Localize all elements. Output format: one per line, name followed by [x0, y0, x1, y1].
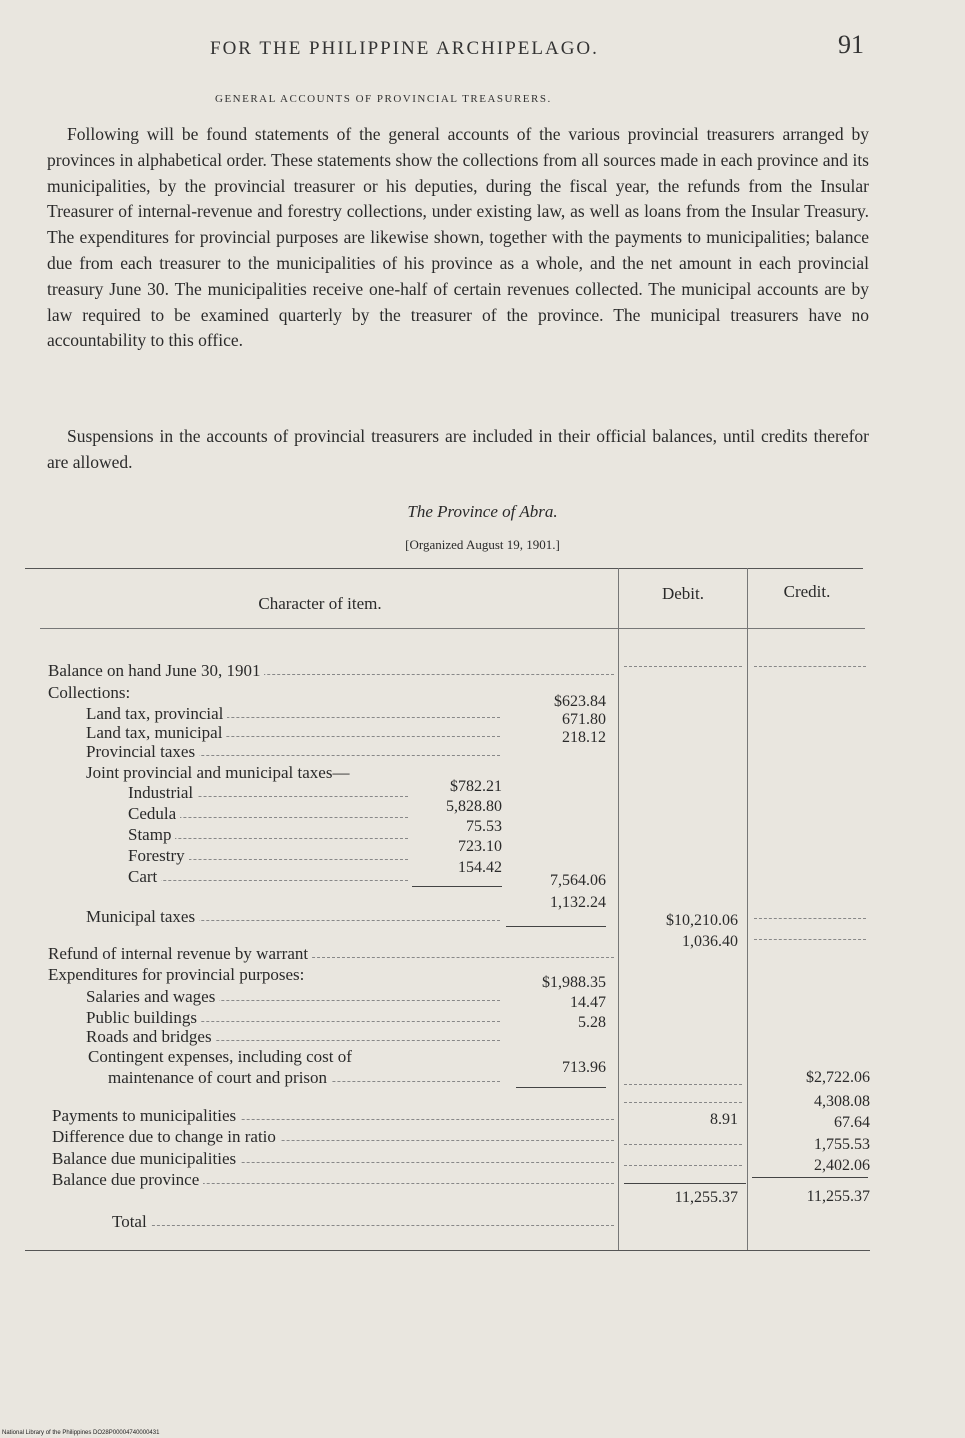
- table-row: Land tax, provincial $623.84: [86, 693, 606, 723]
- table-row: Cedula 5,828.80: [128, 798, 502, 823]
- table-row: Difference due to change in ratio 67.64: [52, 1114, 870, 1146]
- subtotal-rule: [516, 1087, 606, 1088]
- table-row: Expenditures for provincial purposes:: [48, 965, 305, 984]
- table-row: Land tax, municipal 671.80: [86, 711, 606, 742]
- table-top-rule: [25, 568, 863, 569]
- table-title: The Province of Abra.: [407, 502, 558, 521]
- table-row: Forestry 723.10: [128, 838, 502, 865]
- table-row: Joint provincial and municipal taxes—: [86, 763, 350, 782]
- table-row: Refund of internal revenue by warrant 1,036.40: [0, 943, 965, 964]
- intro-paragraph: Following will be found statements of the general accounts of the various provincial treasurers arranged by provinces in alphabetical order. These statements show the collections from all sources made in each province and its municipalities, by the provincial treasurer or his deputies, during the fiscal year, the refunds from the Insular Treasurer of internal-revenue and forestry collections, under existing law, as well as loans from the Insular Treasury. The expenditures for provincial purposes are likewise shown, together with the payments to municipalities; balance due from each treasurer to the municipalities of his province as a whole, and the net amount in each provincial treasury June 30. The municipalities receive one-half of certain revenues collected. The municipal accounts are by law required to be examined quarterly by the treasurer of the province. The municipal treasurers have no accountability to this office.: [47, 124, 869, 351]
- table-row: Balance on hand June 30, 1901: [0, 660, 965, 681]
- table-row: Contingent expenses, including cost of: [88, 1047, 352, 1066]
- table-row: Industrial $782.21: [128, 778, 502, 802]
- footer-credit: National Library of the Philippines DO28P00004740000431: [2, 1430, 160, 1436]
- table-bottom-rule: [25, 1250, 870, 1251]
- header-bottom-rule: [40, 628, 865, 629]
- total-rule: [624, 1183, 746, 1184]
- table-row: Payments to municipalities 8.91 4,308.08: [52, 1093, 870, 1128]
- running-head: FOR THE PHILIPPINE ARCHIPELAGO.: [210, 38, 599, 59]
- header-credit: Credit.: [783, 582, 831, 601]
- header-item: Character of item.: [258, 594, 382, 613]
- table-row: Public buildings 14.47: [86, 994, 606, 1027]
- table-row: Balance due province 2,402.06: [52, 1157, 870, 1189]
- total-rule: [752, 1177, 868, 1178]
- table-row: maintenance of court and prison 713.96 $2,722.06: [108, 1059, 870, 1087]
- table-row: Provincial taxes 218.12: [86, 729, 606, 761]
- table-subtitle: [Organized August 19, 1901.]: [405, 537, 560, 552]
- subtotal-rule: [412, 886, 502, 887]
- header-debit: Debit.: [661, 584, 705, 603]
- page-number: 91: [838, 30, 864, 59]
- section-heading: GENERAL ACCOUNTS OF PROVINCIAL TREASURERS.: [215, 93, 552, 105]
- table-row: Municipal taxes 1,132.24 $10,210.06: [0, 906, 965, 927]
- table-row: Stamp 75.53: [128, 818, 502, 844]
- subtotal-rule: [506, 926, 606, 927]
- table-row: Salaries and wages $1,988.35: [86, 974, 606, 1006]
- table-row: Balance due municipalities 1,755.53: [52, 1136, 870, 1168]
- table-row: Collections:: [48, 683, 131, 702]
- suspensions-paragraph: Suspensions in the accounts of provincial treasurers are included in their official balances, until credits therefor are allowed.: [47, 426, 869, 472]
- table-row: Cart 154.42: [128, 859, 502, 886]
- table-row: Roads and bridges 5.28: [86, 1014, 606, 1046]
- joint-total: 7,564.06: [550, 872, 606, 889]
- table-row: Total 11,255.37 11,255.37: [112, 1188, 870, 1231]
